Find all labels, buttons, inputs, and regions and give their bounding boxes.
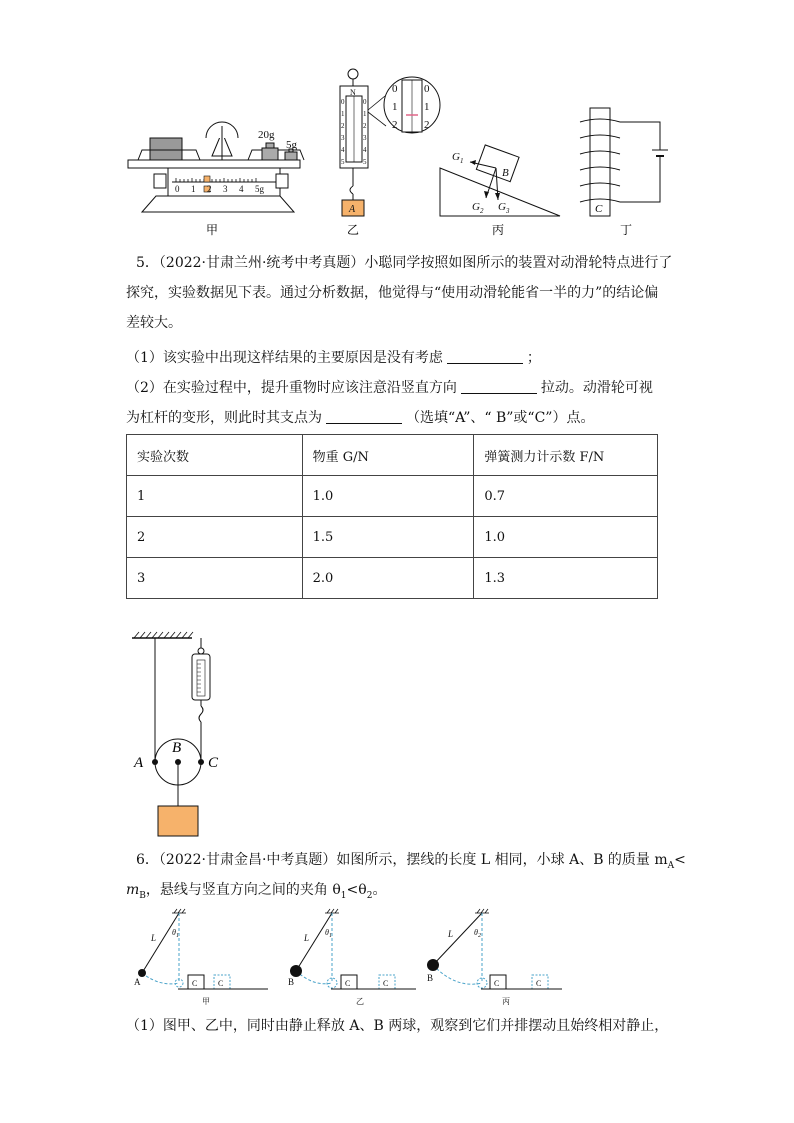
table-header-cell: 实验次数 — [127, 435, 303, 476]
block-c-ghost-label: C — [383, 979, 389, 988]
pendulum-figures — [120, 905, 580, 1015]
table-header-row — [127, 435, 658, 476]
answer-blank-3[interactable] — [326, 409, 402, 424]
g3-label: $G_3$ — [498, 201, 510, 215]
scale-right-5: 5 — [363, 158, 367, 166]
pulley-figure — [120, 630, 240, 840]
table-cell: 2 — [127, 517, 303, 558]
q5-intro-line2: 探究，实验数据见下表。通过分析数据，他觉得与“使用动滑轮能省一半的力”的结论偏 — [126, 285, 659, 301]
q6-intro-text: 6．（2022·甘肃金昌·中考真题）如图所示，摆线的长度 L 相同，小球 A、B 的质量 m — [136, 852, 668, 868]
zoom-right-0: 0 — [424, 83, 430, 95]
table-row — [127, 558, 658, 599]
length-label: L — [448, 929, 454, 939]
ruler-tick-3: 3 — [223, 184, 228, 194]
ball-label: B — [288, 977, 295, 987]
point-a-label: A — [134, 755, 144, 771]
scale-left-1: 1 — [341, 110, 345, 118]
table-cell: 1 — [127, 476, 303, 517]
q5-sub2 — [126, 378, 653, 398]
pendulum-bing — [427, 909, 562, 989]
scale-right-0: 0 — [363, 98, 367, 106]
q6-line2-lt: <θ — [346, 882, 367, 898]
scale-left-5: 5 — [341, 158, 345, 166]
q5-intro-line1: 5．（2022·甘肃兰州·统考中考真题）小聪同学按照如图所示的装置对动滑轮特点进行了 — [136, 255, 673, 271]
pendulum-yi — [290, 909, 416, 989]
table-header-cell: 物重 G/N — [302, 435, 474, 476]
table-row — [127, 517, 658, 558]
block-a-label: A — [349, 204, 356, 215]
q5-sub1 — [126, 348, 541, 368]
block-c-label: C — [494, 979, 500, 988]
weight-5g-label: 5g — [286, 139, 297, 151]
q6-m-symbol: m — [126, 882, 140, 898]
answer-blank-2[interactable] — [461, 379, 537, 394]
b-label: B — [502, 167, 509, 179]
point-b-label: B — [172, 740, 182, 756]
q5-sub2-text-b: 拉动。动滑轮可视 — [540, 380, 653, 396]
ruler-tick-0: 0 — [175, 184, 180, 194]
scale-right-1: 1 — [363, 110, 367, 118]
g2-label: $G_2$ — [472, 201, 484, 215]
point-c-label: C — [208, 755, 219, 771]
q6-intro-line1 — [136, 850, 686, 876]
scale-right-4: 4 — [363, 146, 367, 154]
table-row — [127, 476, 658, 517]
table-cell: 1.0 — [474, 517, 658, 558]
length-label: L — [151, 933, 157, 943]
block-c-ghost-label: C — [218, 979, 224, 988]
ruler-tick-5g: 5g — [255, 184, 264, 194]
ruler-tick-2: 2 — [207, 184, 212, 194]
length-label: L — [304, 933, 310, 943]
table-cell: 1.5 — [302, 517, 474, 558]
scale-right-2: 2 — [363, 122, 367, 130]
caption-jia: 甲 — [206, 223, 219, 237]
q5-sub2-text: （2）在实验过程中，提升重物时应该注意沿竖直方向 — [126, 380, 457, 396]
q6-sub-a: A — [667, 860, 675, 871]
ruler-tick-1: 1 — [191, 184, 196, 194]
ball-label: A — [134, 977, 141, 987]
q6-line2-text: ，悬线与竖直方向之间的夹角 θ — [145, 882, 341, 898]
scale-left-3: 3 — [341, 134, 345, 142]
theta-label: $\theta_1$ — [325, 928, 332, 939]
ball-label: B — [427, 973, 434, 983]
scale-left-0: 0 — [341, 98, 345, 106]
g1-label: $G_1$ — [452, 151, 464, 165]
scale-right-3: 3 — [363, 134, 367, 142]
q5-sub2-text-d: （选填“A”、“ B”或“C”）点。 — [406, 410, 595, 426]
weight-20g-label: 20g — [258, 129, 275, 141]
solenoid-figure — [580, 108, 668, 216]
q6-theta-sub-1: 1 — [340, 890, 347, 901]
top-figure-strip — [0, 60, 794, 240]
q5-sub2-text-c: 为杠杆的变形，则此时其支点为 — [126, 410, 322, 426]
c-label-ding: C — [595, 203, 603, 215]
q5-sub1-text: （1）该实验中出现这样结果的主要原因是没有考虑 — [126, 350, 443, 366]
ruler-tick-4: 4 — [239, 184, 244, 194]
q5-sub2-cont — [126, 408, 594, 428]
q6-lt-sign: < — [674, 852, 686, 868]
block-c-ghost-label: C — [536, 979, 542, 988]
q6-line2-end: 。 — [372, 882, 387, 898]
zoom-left-1: 1 — [392, 101, 398, 113]
scale-top-n: N — [350, 88, 356, 97]
zoom-right-2: 2 — [424, 119, 430, 131]
table-header-cell: 弹簧测力计示数 F/N — [474, 435, 658, 476]
caption-pendulum-bing: 丙 — [502, 997, 510, 1006]
table-cell: 1.3 — [474, 558, 658, 599]
balance-figure — [128, 122, 304, 212]
table-cell: 1.0 — [302, 476, 474, 517]
q6-sub-b: B — [139, 890, 146, 901]
q5-data-table — [126, 434, 658, 599]
q6-theta-sub-2: 2 — [366, 890, 373, 901]
theta-label: $\theta_2$ — [474, 928, 481, 939]
caption-ding: 丁 — [620, 223, 633, 237]
zoom-left-0: 0 — [392, 83, 398, 95]
table-cell: 0.7 — [474, 476, 658, 517]
zoom-left-2: 2 — [392, 119, 398, 131]
pendulum-jia — [138, 909, 268, 989]
caption-yi: 乙 — [347, 223, 360, 237]
scale-left-2: 2 — [341, 122, 345, 130]
zoom-right-1: 1 — [424, 101, 430, 113]
caption-pendulum-jia: 甲 — [202, 997, 210, 1006]
table-cell: 3 — [127, 558, 303, 599]
block-c-label: C — [192, 979, 198, 988]
q5-intro-line3: 差较大。 — [126, 315, 182, 331]
table-cell: 2.0 — [302, 558, 474, 599]
q5-sub1-end: ； — [526, 350, 541, 366]
answer-blank-1[interactable] — [447, 349, 523, 364]
block-c-label: C — [345, 979, 351, 988]
q6-intro-line2 — [126, 880, 386, 906]
theta-label: $\theta_1$ — [172, 928, 179, 939]
caption-bing: 丙 — [492, 223, 505, 237]
scale-left-4: 4 — [341, 146, 345, 154]
q6-sub1: （1）图甲、乙中，同时由静止释放 A、B 两球，观察到它们并排摆动且始终相对静止， — [126, 1018, 669, 1034]
caption-pendulum-yi: 乙 — [356, 997, 364, 1006]
